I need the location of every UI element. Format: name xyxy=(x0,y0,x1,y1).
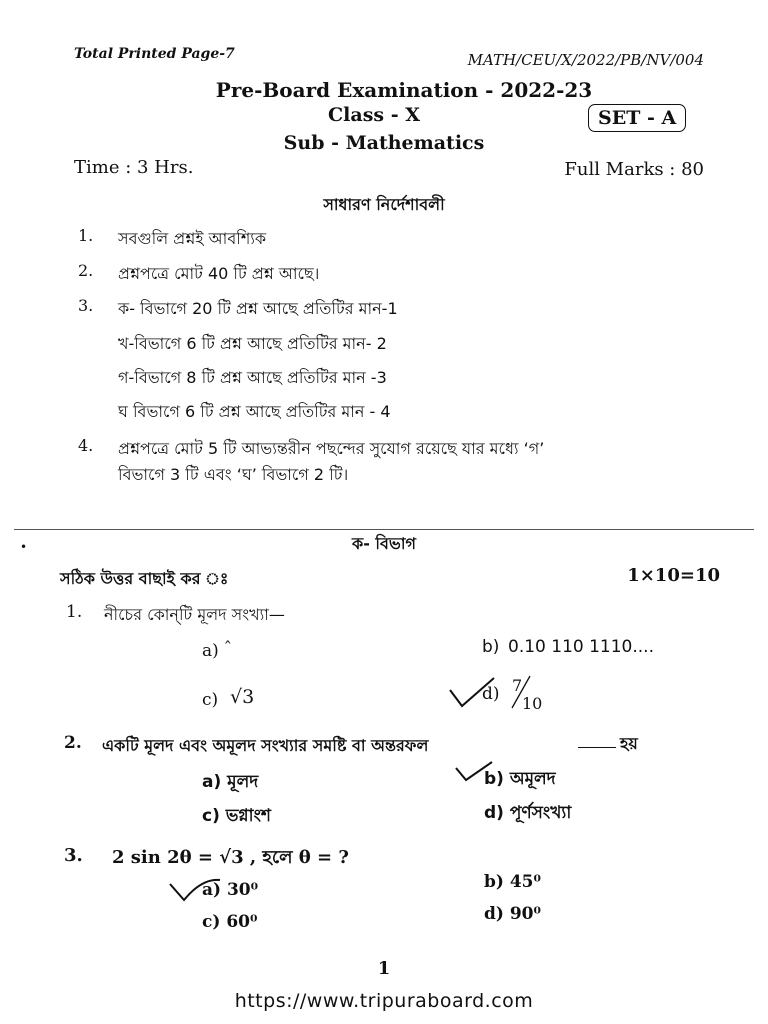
section-divider xyxy=(14,529,754,530)
instruction-item: সবগুলি প্রশ্নই আবশ্যিক xyxy=(118,229,267,248)
question-text: একটি মূলদ এবং অমূলদ সংখ্যার সমষ্টি বা অন্তরফল xyxy=(102,736,429,755)
option-d: d) 90⁰ xyxy=(484,904,541,924)
fraction-numerator: 7 xyxy=(512,676,523,695)
option-d-label: d) xyxy=(482,684,500,704)
fraction-denominator: 10 xyxy=(522,694,543,713)
paper-code: MATH/CEU/X/2022/PB/NV/004 xyxy=(467,51,704,69)
option-b-label: b) xyxy=(482,637,500,657)
page-number: 1 xyxy=(377,958,391,979)
question-number: 1. xyxy=(66,602,83,622)
option-a: a) 30⁰ xyxy=(202,880,259,900)
instruction-item: গ-বিভাগে 8 টি প্রশ্ন আছে প্রতিটির মান -3 xyxy=(118,368,387,387)
total-pages: Total Printed Page-7 xyxy=(74,46,235,62)
question-text: নীচের কোন্‌টি মূলদ সংখ্যা— xyxy=(104,605,285,624)
answer-blank xyxy=(578,733,616,752)
option-b: b) অমূলদ xyxy=(484,769,556,789)
option-b-value: 0.10 110 1110.... xyxy=(508,637,654,657)
time-allowed: Time : 3 Hrs. xyxy=(74,157,194,178)
option-a-label: a) xyxy=(202,641,219,661)
option-c: c) 60⁰ xyxy=(202,912,258,932)
option-c-label: c) xyxy=(202,690,219,710)
instructions-title: সাধারণ নির্দেশাবলী xyxy=(323,195,445,214)
class-title: Class - X xyxy=(328,104,420,126)
instruction-number: 4. xyxy=(78,436,94,455)
option-b: b) 45⁰ xyxy=(484,872,541,892)
option-c-value: √3 xyxy=(230,686,255,708)
section-marks: 1×10=10 xyxy=(627,565,720,586)
instruction-item: ক- বিভাগে 20 টি প্রশ্ন আছে প্রতিটির মান-1 xyxy=(118,299,398,318)
question-number: 2. xyxy=(64,733,82,753)
exam-title: Pre-Board Examination - 2022-23 xyxy=(215,78,593,102)
full-marks: Full Marks : 80 xyxy=(564,159,704,180)
set-badge: SET - A xyxy=(588,104,686,132)
instruction-item: বিভাগে 3 টি এবং ‘ঘ’ বিভাগে 2 টি। xyxy=(118,465,349,484)
instruction-item: ঘ বিভাগে 6 টি প্রশ্ন আছে প্রতিটির মান - 4 xyxy=(118,402,391,421)
instruction-item: প্রশ্নপত্রে মোট 40 টি প্রশ্ন আছে। xyxy=(118,264,320,283)
subject-title: Sub - Mathematics xyxy=(283,132,485,154)
instruction-number: 2. xyxy=(78,261,94,280)
instruction-item: প্রশ্নপত্রে মোট 5 টি আভ্যন্তরীন পছন্দের সুযোগ রয়েছে যার মধ্যে ‘গ’ xyxy=(118,439,545,458)
instruction-number: 3. xyxy=(78,296,94,315)
question-number: 3. xyxy=(64,845,83,866)
question-text: 2 sin 2θ = √3 , হলে θ = ? xyxy=(112,847,349,868)
section-title: ক- বিভাগ xyxy=(352,534,416,553)
section-instruction: সঠিক উত্তর বাছাই কর ঃ xyxy=(60,569,229,588)
instruction-item: খ-বিভাগে 6 টি প্রশ্ন আছে প্রতিটির মান- 2 xyxy=(118,334,387,353)
footer-url[interactable]: https://www.tripuraboard.com xyxy=(234,990,534,1012)
option-c: c) ভগ্নাংশ xyxy=(202,806,271,826)
option-d: d) পূর্ণসংখ্যা xyxy=(484,803,572,823)
question-tail: হয় xyxy=(620,734,638,753)
option-a: a) মূলদ xyxy=(202,772,259,792)
instruction-number: 1. xyxy=(78,226,94,245)
stray-mark: • xyxy=(20,540,28,554)
